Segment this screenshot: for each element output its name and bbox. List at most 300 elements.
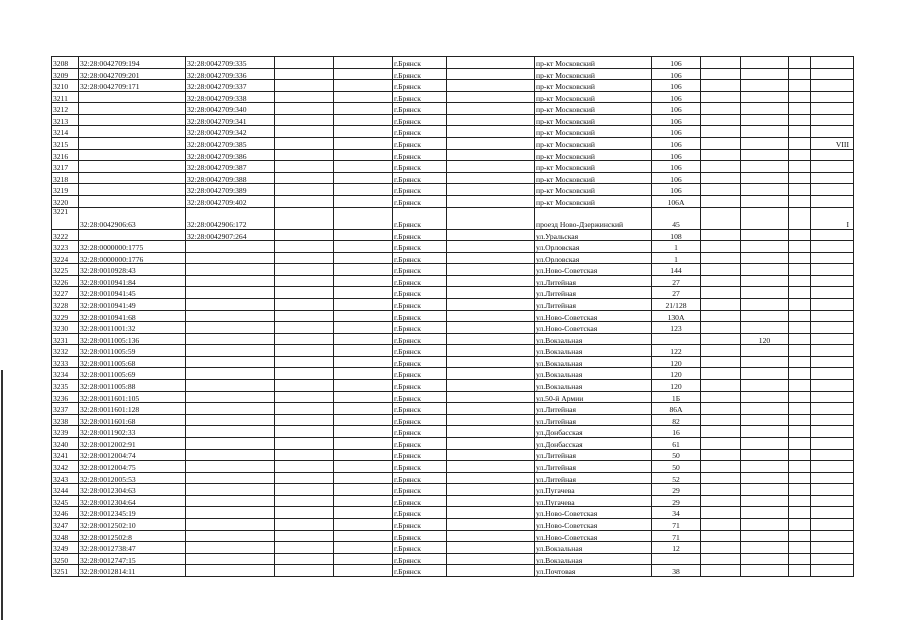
street-cell: пр-кт Московский <box>535 138 652 150</box>
empty-cell <box>447 229 535 241</box>
street-cell: ул.Вокзальная <box>535 333 652 345</box>
room-numeral <box>811 553 854 565</box>
empty-cell <box>701 91 741 103</box>
row-number: 3234 <box>52 368 79 380</box>
street-cell: ул.Литейная <box>535 414 652 426</box>
flat-number <box>741 138 789 150</box>
room-numeral <box>811 229 854 241</box>
empty-cell <box>275 207 334 229</box>
empty-cell <box>701 195 741 207</box>
flat-number <box>741 149 789 161</box>
flat-number <box>741 126 789 138</box>
table-row <box>52 241 854 253</box>
cadastral-number: 32:28:0011005:59 <box>79 345 186 357</box>
empty-cell <box>334 484 393 496</box>
empty-cell <box>789 207 811 229</box>
premises-number <box>186 380 275 392</box>
empty-cell <box>789 368 811 380</box>
table-row <box>52 195 854 207</box>
empty-cell <box>701 161 741 173</box>
empty-cell <box>334 241 393 253</box>
empty-cell <box>701 184 741 196</box>
street-cell: пр-кт Московский <box>535 68 652 80</box>
premises-number <box>186 333 275 345</box>
street-cell: ул.Литейная <box>535 275 652 287</box>
table-row <box>52 484 854 496</box>
cadastral-number: 32:28:0010941:84 <box>79 275 186 287</box>
empty-cell <box>334 195 393 207</box>
row-number: 3227 <box>52 287 79 299</box>
empty-cell <box>334 437 393 449</box>
empty-cell <box>701 229 741 241</box>
house-number: 106 <box>652 149 701 161</box>
empty-cell <box>789 403 811 415</box>
flat-number <box>741 403 789 415</box>
premises-number <box>186 542 275 554</box>
street-cell: пр-кт Московский <box>535 114 652 126</box>
empty-cell <box>275 507 334 519</box>
city-cell: г.Брянск <box>393 542 447 554</box>
empty-cell <box>701 356 741 368</box>
house-number: 106 <box>652 161 701 173</box>
empty-cell <box>789 345 811 357</box>
street-cell: ул.Ново-Советская <box>535 507 652 519</box>
premises-number <box>186 472 275 484</box>
table-row <box>52 542 854 554</box>
flat-number <box>741 161 789 173</box>
city-cell: г.Брянск <box>393 126 447 138</box>
empty-cell <box>447 207 535 229</box>
flat-number <box>741 449 789 461</box>
empty-cell <box>789 542 811 554</box>
cadastral-number: 32:28:0012304:64 <box>79 495 186 507</box>
empty-cell <box>701 565 741 577</box>
empty-cell <box>447 322 535 334</box>
row-number: 3221 <box>52 207 79 229</box>
room-numeral <box>811 518 854 530</box>
flat-number <box>741 103 789 115</box>
empty-cell <box>334 565 393 577</box>
room-numeral <box>811 298 854 310</box>
flat-number <box>741 184 789 196</box>
empty-cell <box>275 449 334 461</box>
empty-cell <box>334 472 393 484</box>
empty-cell <box>275 114 334 126</box>
empty-cell <box>275 414 334 426</box>
flat-number <box>741 530 789 542</box>
house-number: 106 <box>652 172 701 184</box>
city-cell: г.Брянск <box>393 391 447 403</box>
city-cell: г.Брянск <box>393 414 447 426</box>
street-cell: пр-кт Московский <box>535 184 652 196</box>
flat-number <box>741 484 789 496</box>
street-cell: ул.Вокзальная <box>535 368 652 380</box>
cadastral-number: 32:28:0042709:194 <box>79 57 186 69</box>
table-row <box>52 437 854 449</box>
row-number: 3209 <box>52 68 79 80</box>
row-number: 3210 <box>52 80 79 92</box>
house-number: 82 <box>652 414 701 426</box>
premises-number <box>186 507 275 519</box>
empty-cell <box>789 114 811 126</box>
empty-cell <box>701 553 741 565</box>
flat-number <box>741 310 789 322</box>
empty-cell <box>701 264 741 276</box>
table-row <box>52 103 854 115</box>
premises-number <box>186 298 275 310</box>
table-row <box>52 461 854 473</box>
table-row <box>52 207 854 229</box>
empty-cell <box>334 252 393 264</box>
street-cell: пр-кт Московский <box>535 103 652 115</box>
cadastral-number: 32:28:0012747:15 <box>79 553 186 565</box>
cadastral-number <box>79 103 186 115</box>
row-number: 3224 <box>52 252 79 264</box>
flat-number <box>741 414 789 426</box>
room-numeral <box>811 68 854 80</box>
room-numeral <box>811 356 854 368</box>
empty-cell <box>447 518 535 530</box>
city-cell: г.Брянск <box>393 356 447 368</box>
row-number: 3212 <box>52 103 79 115</box>
empty-cell <box>789 287 811 299</box>
table-row <box>52 368 854 380</box>
empty-cell <box>701 68 741 80</box>
cadastral-number <box>79 114 186 126</box>
empty-cell <box>447 461 535 473</box>
empty-cell <box>701 310 741 322</box>
room-numeral <box>811 391 854 403</box>
row-number: 3215 <box>52 138 79 150</box>
city-cell: г.Брянск <box>393 298 447 310</box>
cadastral-number: 32:28:0042709:201 <box>79 68 186 80</box>
city-cell: г.Брянск <box>393 195 447 207</box>
house-number: 71 <box>652 530 701 542</box>
empty-cell <box>334 368 393 380</box>
street-cell: ул.Вокзальная <box>535 542 652 554</box>
house-number: 34 <box>652 507 701 519</box>
table-row <box>52 264 854 276</box>
city-cell: г.Брянск <box>393 449 447 461</box>
room-numeral <box>811 310 854 322</box>
table-row <box>52 68 854 80</box>
street-cell: ул.Вокзальная <box>535 345 652 357</box>
empty-cell <box>275 553 334 565</box>
flat-number <box>741 565 789 577</box>
empty-cell <box>334 138 393 150</box>
house-number <box>652 333 701 345</box>
house-number: 106 <box>652 68 701 80</box>
city-cell: г.Брянск <box>393 553 447 565</box>
table-row <box>52 472 854 484</box>
house-number: 52 <box>652 472 701 484</box>
empty-cell <box>334 126 393 138</box>
empty-cell <box>789 91 811 103</box>
city-cell: г.Брянск <box>393 472 447 484</box>
premises-number: 32:28:0042709:341 <box>186 114 275 126</box>
table-row <box>52 356 854 368</box>
room-numeral <box>811 368 854 380</box>
cadastral-number: 32:28:0010941:49 <box>79 298 186 310</box>
premises-number <box>186 495 275 507</box>
empty-cell <box>334 322 393 334</box>
empty-cell <box>275 368 334 380</box>
empty-cell <box>275 80 334 92</box>
empty-cell <box>789 80 811 92</box>
cadastral-number: 32:28:0012814:11 <box>79 565 186 577</box>
premises-number <box>186 264 275 276</box>
empty-cell <box>701 368 741 380</box>
empty-cell <box>275 484 334 496</box>
empty-cell <box>701 403 741 415</box>
street-cell: пр-кт Московский <box>535 161 652 173</box>
room-numeral <box>811 380 854 392</box>
premises-number: 32:28:0042709:386 <box>186 149 275 161</box>
row-number: 3218 <box>52 172 79 184</box>
room-numeral <box>811 507 854 519</box>
empty-cell <box>447 138 535 150</box>
cadastral-number: 32:28:0042709:171 <box>79 80 186 92</box>
table-row <box>52 138 854 150</box>
street-cell: ул.Литейная <box>535 461 652 473</box>
cadastral-number: 32:28:0012002:91 <box>79 437 186 449</box>
empty-cell <box>789 437 811 449</box>
table-row <box>52 553 854 565</box>
empty-cell <box>275 172 334 184</box>
row-number: 3243 <box>52 472 79 484</box>
room-numeral <box>811 322 854 334</box>
row-number: 3222 <box>52 229 79 241</box>
empty-cell <box>334 461 393 473</box>
empty-cell <box>447 57 535 69</box>
cadastral-number: 32:28:0011005:88 <box>79 380 186 392</box>
empty-cell <box>701 495 741 507</box>
room-numeral <box>811 195 854 207</box>
empty-cell <box>447 495 535 507</box>
city-cell: г.Брянск <box>393 518 447 530</box>
cadastral-number: 32:28:0012304:63 <box>79 484 186 496</box>
premises-number: 32:28:0042709:389 <box>186 184 275 196</box>
room-numeral <box>811 264 854 276</box>
room-numeral <box>811 426 854 438</box>
table-row <box>52 275 854 287</box>
flat-number <box>741 345 789 357</box>
city-cell: г.Брянск <box>393 426 447 438</box>
empty-cell <box>334 333 393 345</box>
empty-cell <box>334 80 393 92</box>
house-number: 1 <box>652 241 701 253</box>
flat-number <box>741 495 789 507</box>
empty-cell <box>789 414 811 426</box>
empty-cell <box>789 565 811 577</box>
cadastral-number <box>79 229 186 241</box>
empty-cell <box>447 414 535 426</box>
flat-number <box>741 507 789 519</box>
empty-cell <box>447 172 535 184</box>
city-cell: г.Брянск <box>393 241 447 253</box>
empty-cell <box>447 184 535 196</box>
house-number: 122 <box>652 345 701 357</box>
premises-number: 32:28:0042709:338 <box>186 91 275 103</box>
premises-number <box>186 518 275 530</box>
room-numeral <box>811 172 854 184</box>
empty-cell <box>701 484 741 496</box>
empty-cell <box>701 241 741 253</box>
flat-number: 120 <box>741 333 789 345</box>
flat-number <box>741 356 789 368</box>
empty-cell <box>789 310 811 322</box>
premises-number <box>186 356 275 368</box>
empty-cell <box>789 356 811 368</box>
empty-cell <box>275 149 334 161</box>
city-cell: г.Брянск <box>393 138 447 150</box>
cadastral-number: 32:28:0012004:75 <box>79 461 186 473</box>
empty-cell <box>701 391 741 403</box>
row-number: 3208 <box>52 57 79 69</box>
row-number: 3248 <box>52 530 79 542</box>
premises-number: 32:28:0042709:340 <box>186 103 275 115</box>
empty-cell <box>447 449 535 461</box>
empty-cell <box>275 68 334 80</box>
room-numeral <box>811 91 854 103</box>
premises-number <box>186 241 275 253</box>
house-number: 86А <box>652 403 701 415</box>
empty-cell <box>701 103 741 115</box>
city-cell: г.Брянск <box>393 530 447 542</box>
empty-cell <box>447 484 535 496</box>
flat-number <box>741 207 789 229</box>
premises-number <box>186 484 275 496</box>
house-number: 120 <box>652 356 701 368</box>
empty-cell <box>789 472 811 484</box>
city-cell: г.Брянск <box>393 68 447 80</box>
cadastral-number <box>79 195 186 207</box>
cadastral-number <box>79 91 186 103</box>
house-number: 144 <box>652 264 701 276</box>
empty-cell <box>275 345 334 357</box>
empty-cell <box>275 126 334 138</box>
premises-number <box>186 345 275 357</box>
flat-number <box>741 57 789 69</box>
flat-number <box>741 368 789 380</box>
room-numeral <box>811 403 854 415</box>
cadastral-number: 32:28:0010941:68 <box>79 310 186 322</box>
table-row <box>52 149 854 161</box>
empty-cell <box>789 484 811 496</box>
row-number: 3216 <box>52 149 79 161</box>
table-row <box>52 114 854 126</box>
house-number: 108 <box>652 229 701 241</box>
flat-number <box>741 252 789 264</box>
empty-cell <box>275 138 334 150</box>
house-number: 61 <box>652 437 701 449</box>
premises-number <box>186 461 275 473</box>
empty-cell <box>447 114 535 126</box>
empty-cell <box>701 114 741 126</box>
empty-cell <box>701 57 741 69</box>
house-number: 12 <box>652 542 701 554</box>
city-cell: г.Брянск <box>393 57 447 69</box>
row-number: 3223 <box>52 241 79 253</box>
empty-cell <box>447 287 535 299</box>
table-row <box>52 91 854 103</box>
empty-cell <box>701 287 741 299</box>
empty-cell <box>334 414 393 426</box>
room-numeral <box>811 114 854 126</box>
row-number: 3235 <box>52 380 79 392</box>
room-numeral <box>811 495 854 507</box>
city-cell: г.Брянск <box>393 437 447 449</box>
city-cell: г.Брянск <box>393 264 447 276</box>
city-cell: г.Брянск <box>393 322 447 334</box>
house-number: 50 <box>652 461 701 473</box>
empty-cell <box>275 241 334 253</box>
empty-cell <box>447 195 535 207</box>
empty-cell <box>447 345 535 357</box>
empty-cell <box>789 264 811 276</box>
street-cell: ул.Литейная <box>535 403 652 415</box>
flat-number <box>741 472 789 484</box>
cadastral-number: 32:28:0011902:33 <box>79 426 186 438</box>
empty-cell <box>275 264 334 276</box>
street-cell: ул.Пугачева <box>535 495 652 507</box>
empty-cell <box>789 229 811 241</box>
empty-cell <box>701 530 741 542</box>
empty-cell <box>789 380 811 392</box>
empty-cell <box>275 310 334 322</box>
flat-number <box>741 114 789 126</box>
empty-cell <box>701 80 741 92</box>
room-numeral: VIII <box>811 138 854 150</box>
empty-cell <box>275 437 334 449</box>
room-numeral <box>811 149 854 161</box>
flat-number <box>741 322 789 334</box>
room-numeral <box>811 161 854 173</box>
empty-cell <box>447 333 535 345</box>
row-number: 3250 <box>52 553 79 565</box>
table-row <box>52 298 854 310</box>
empty-cell <box>789 241 811 253</box>
cadastral-number <box>79 172 186 184</box>
premises-number <box>186 391 275 403</box>
house-number: 27 <box>652 275 701 287</box>
table-row <box>52 322 854 334</box>
row-number: 3241 <box>52 449 79 461</box>
empty-cell <box>334 495 393 507</box>
cadastral-number: 32:28:0012345:19 <box>79 507 186 519</box>
cadastral-number <box>79 149 186 161</box>
row-number: 3233 <box>52 356 79 368</box>
empty-cell <box>275 229 334 241</box>
cadastral-number: 32:28:0011601:105 <box>79 391 186 403</box>
table-row <box>52 565 854 577</box>
empty-cell <box>447 161 535 173</box>
row-number: 3232 <box>52 345 79 357</box>
cadastral-number <box>79 161 186 173</box>
flat-number <box>741 91 789 103</box>
empty-cell <box>701 138 741 150</box>
empty-cell <box>789 333 811 345</box>
empty-cell <box>334 530 393 542</box>
room-numeral <box>811 437 854 449</box>
premises-number: 32:28:0042709:335 <box>186 57 275 69</box>
street-cell: ул.Почтовая <box>535 565 652 577</box>
street-cell: ул.50-й Армии <box>535 391 652 403</box>
room-numeral <box>811 333 854 345</box>
empty-cell <box>789 461 811 473</box>
empty-cell <box>789 322 811 334</box>
cadastral-number <box>79 126 186 138</box>
